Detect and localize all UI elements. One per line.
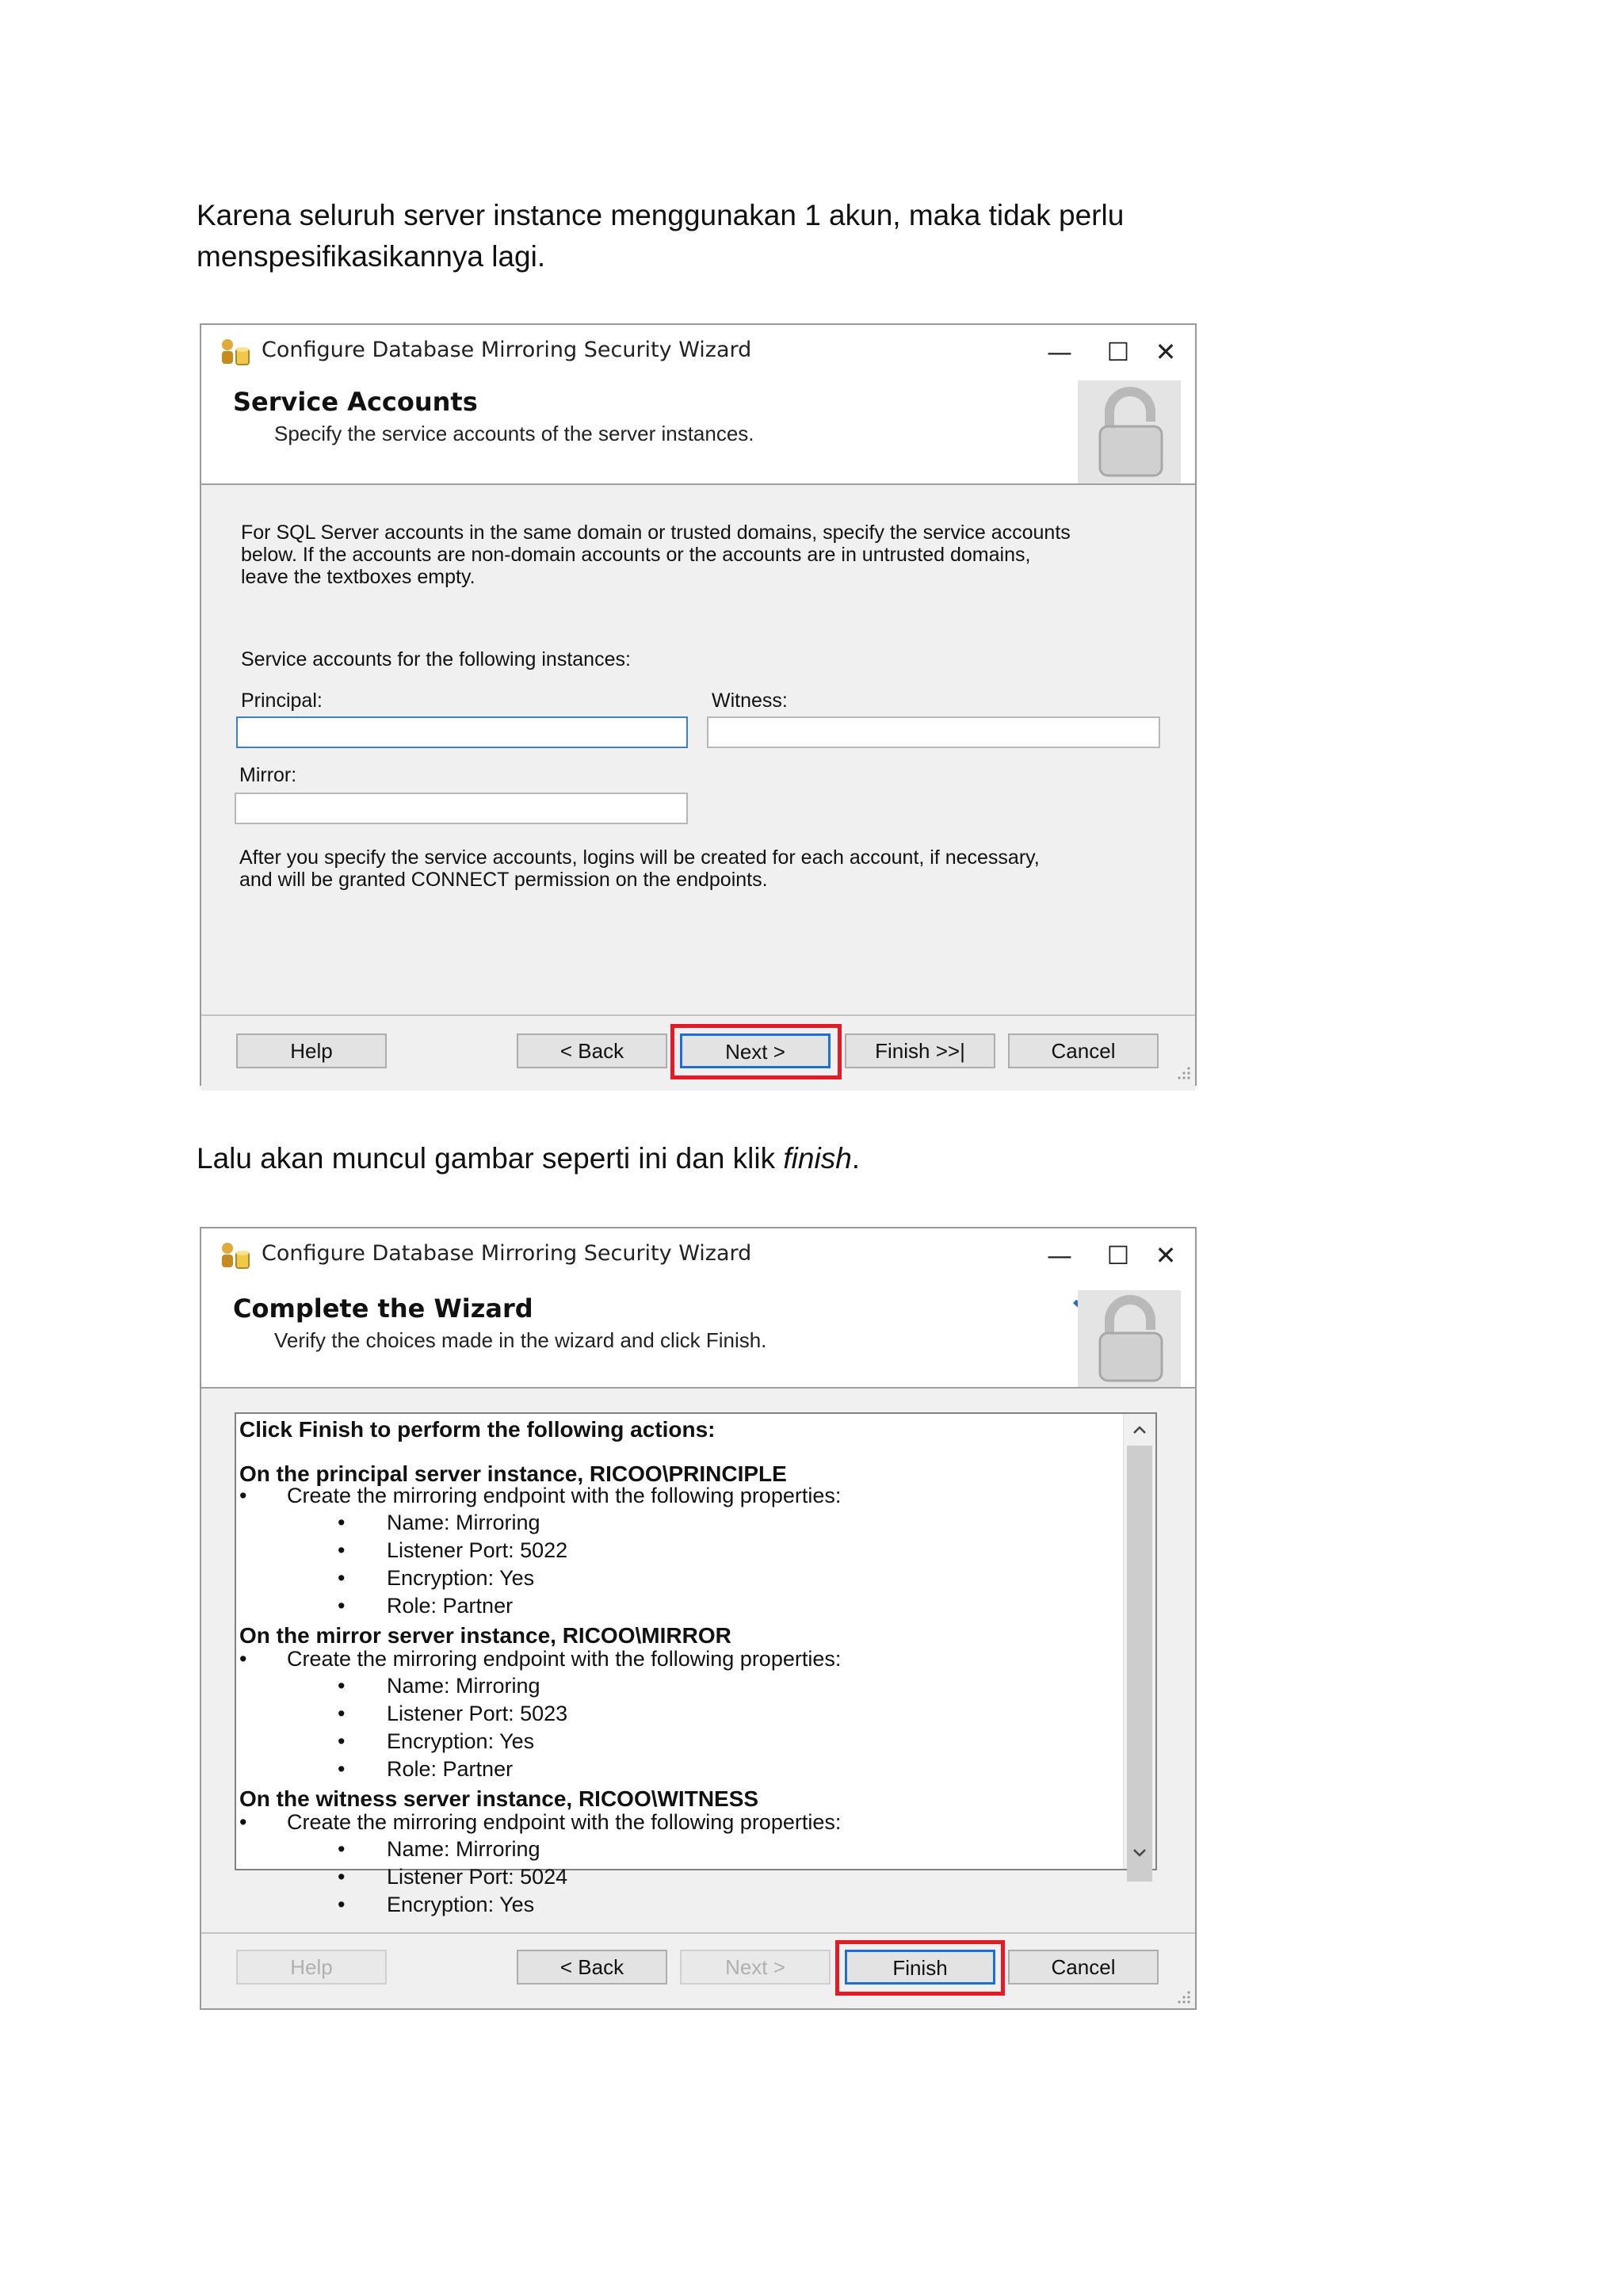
maximize-button[interactable]: ☐ [1106, 337, 1130, 367]
bullet: • [338, 1566, 346, 1590]
wizard-header [201, 1284, 1195, 1389]
help-button[interactable]: Help [236, 1033, 387, 1068]
service-accounts-dialog [200, 323, 1197, 1086]
finish-emphasis: finish [783, 1142, 852, 1175]
database-users-icon [219, 338, 252, 368]
intro-line-2: menspesifikasikannya lagi. [197, 240, 546, 273]
page-subtitle: Verify the choices made in the wizard and click Finish. [274, 1328, 767, 1352]
back-button[interactable]: < Back [517, 1033, 667, 1068]
bullet: • [338, 1674, 346, 1698]
bullet: • [338, 1538, 346, 1562]
mirror-label: Mirror: [239, 764, 297, 786]
next-button[interactable]: Next > [680, 1950, 831, 1985]
list-item: Create the mirroring endpoint with the following properties: [287, 1810, 842, 1834]
resize-grip-icon [1176, 1065, 1192, 1081]
intro-paragraph [197, 195, 1124, 277]
endpoint-note [239, 846, 1040, 891]
title-bar [201, 325, 1195, 380]
section-heading: On the witness server instance, RICOO\WITNESS [239, 1786, 759, 1811]
list-item: Name: Mirroring [387, 1674, 540, 1698]
window-title: Configure Database Mirroring Security Wizard [262, 338, 752, 362]
next-button[interactable]: Next > [680, 1033, 831, 1068]
list-item: Role: Partner [387, 1757, 514, 1781]
close-button[interactable]: ✕ [1155, 1240, 1177, 1270]
bullet: • [338, 1594, 346, 1618]
button-bar [201, 1932, 1195, 2008]
note-line: and will be granted CONNECT permission on the endpoints. [239, 869, 768, 891]
section-label: Service accounts for the following instances: [241, 648, 631, 670]
intro-text-line: For SQL Server accounts in the same domain or trusted domains, specify the service accounts [241, 521, 1071, 544]
finish-paragraph [197, 1138, 860, 1179]
list-item: Name: Mirroring [387, 1511, 540, 1534]
page-title: Service Accounts [233, 387, 478, 417]
witness-label: Witness: [712, 690, 788, 712]
list-item: Name: Mirroring [387, 1837, 540, 1861]
padlock-icon [1078, 380, 1181, 483]
mirror-input[interactable] [235, 793, 688, 824]
padlock-icon [1078, 1290, 1181, 1387]
bullet: • [338, 1511, 346, 1534]
list-item: Role: Partner [387, 1594, 514, 1618]
cancel-button[interactable]: Cancel [1008, 1033, 1159, 1068]
witness-input[interactable] [707, 716, 1160, 748]
list-item: Create the mirroring endpoint with the following properties: [287, 1647, 842, 1671]
scrollbar-thumb[interactable] [1127, 1446, 1152, 1881]
actions-list[interactable] [235, 1412, 1157, 1916]
section-heading: On the principal server instance, RICOO\PRINCIPLE [239, 1461, 787, 1486]
wizard-header [201, 380, 1195, 485]
principal-input[interactable] [236, 716, 688, 748]
list-item: Encryption: Yes [387, 1729, 535, 1753]
list-title: Click Finish to perform the following actions: [239, 1417, 716, 1442]
cancel-button[interactable]: Cancel [1008, 1950, 1159, 1985]
resize-grip-icon [1176, 1989, 1192, 2005]
bullet: • [239, 1647, 247, 1671]
list-item: Listener Port: 5022 [387, 1538, 568, 1562]
scroll-down-icon[interactable] [1124, 1839, 1155, 1867]
finish-button[interactable]: Finish >>| [845, 1033, 995, 1068]
page-title: Complete the Wizard [233, 1293, 533, 1324]
minimize-button[interactable]: — [1047, 1240, 1072, 1270]
bullet: • [239, 1810, 247, 1834]
bullet: • [338, 1729, 346, 1753]
page-subtitle: Specify the service accounts of the server instances. [274, 422, 754, 445]
bullet: • [239, 1484, 247, 1507]
database-users-icon [219, 1241, 252, 1271]
finish-paragraph-text: Lalu akan muncul gambar seperti ini dan klik [197, 1142, 784, 1175]
section-heading: On the mirror server instance, RICOO\MIRROR [239, 1623, 731, 1648]
finish-paragraph-end: . [851, 1142, 861, 1175]
list-item: Encryption: Yes [387, 1566, 535, 1590]
back-button[interactable]: < Back [517, 1950, 667, 1985]
vertical-scrollbar[interactable] [1123, 1414, 1155, 1869]
intro-text-line: below. If the accounts are non-domain accounts or the accounts are in untrusted domains, [241, 544, 1031, 566]
list-item: Create the mirroring endpoint with the following properties: [287, 1484, 842, 1507]
help-button[interactable]: Help [236, 1950, 387, 1985]
minimize-button[interactable]: — [1047, 337, 1072, 367]
intro-text [241, 521, 1071, 588]
bullet: • [338, 1757, 346, 1781]
list-item: Listener Port: 5024 [387, 1865, 568, 1889]
highlight-box [670, 1024, 842, 1079]
bullet: • [338, 1837, 346, 1861]
note-line: After you specify the service accounts, logins will be created for each account, if necessary, [239, 846, 1040, 869]
bullet: • [338, 1865, 346, 1889]
principal-label: Principal: [241, 690, 323, 712]
title-bar [201, 1228, 1195, 1284]
list-item: Listener Port: 5023 [387, 1702, 568, 1725]
close-button[interactable]: ✕ [1155, 337, 1177, 367]
intro-line-1: Karena seluruh server instance menggunakan 1 akun, maka tidak perlu [197, 199, 1125, 231]
scroll-up-icon[interactable] [1124, 1415, 1155, 1444]
maximize-button[interactable]: ☐ [1106, 1240, 1130, 1270]
bullet: • [338, 1893, 346, 1916]
complete-wizard-dialog [200, 1227, 1197, 2010]
finish-button[interactable]: Finish [845, 1950, 995, 1985]
intro-text-line: leave the textboxes empty. [241, 566, 475, 588]
window-title: Configure Database Mirroring Security Wizard [262, 1241, 752, 1266]
list-item: Encryption: Yes [387, 1893, 535, 1916]
highlight-box [835, 1940, 1005, 1996]
bullet: • [338, 1702, 346, 1725]
